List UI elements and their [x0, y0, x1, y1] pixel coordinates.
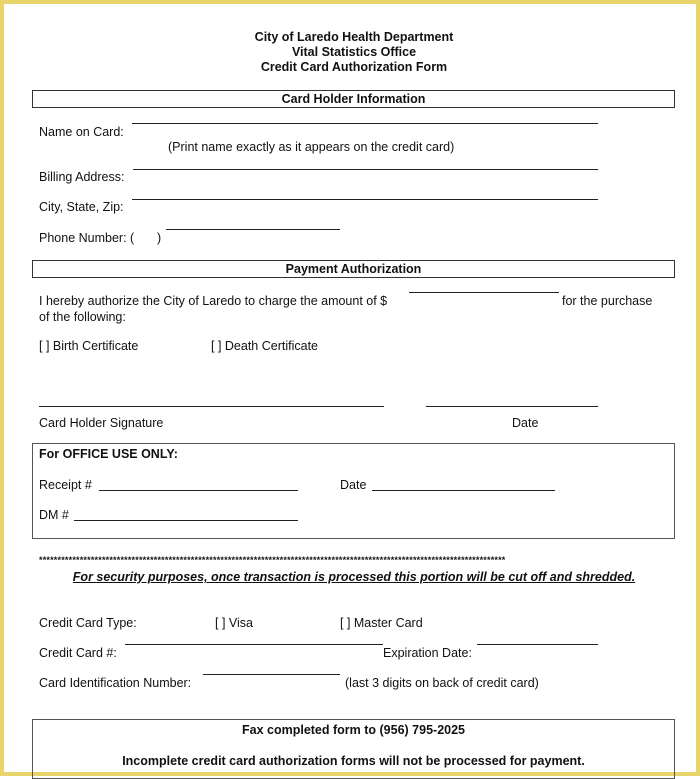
death-certificate-checkbox[interactable]: [ ] Death Certificate: [211, 339, 318, 353]
card-number-field[interactable]: [125, 644, 383, 645]
signature-date-field[interactable]: [426, 406, 598, 407]
header-line-2: Vital Statistics Office: [291, 45, 417, 59]
card-id-field[interactable]: [203, 674, 340, 675]
office-date-label: Date: [340, 478, 367, 492]
purchase-text: for the purchase: [562, 294, 653, 308]
birth-certificate-checkbox[interactable]: [ ] Birth Certificate: [39, 339, 139, 353]
billing-address-field[interactable]: [133, 169, 598, 170]
signature-label: Card Holder Signature: [39, 416, 164, 430]
city-state-zip-label: City, State, Zip:: [39, 200, 124, 214]
expiration-field[interactable]: [477, 644, 598, 645]
signature-date-label: Date: [512, 416, 539, 430]
security-note: For security purposes, once transaction is processed this portion will be cut off and shredded.: [72, 570, 636, 584]
authorize-text: I hereby authorize the City of Laredo to charge the amount of $: [39, 294, 388, 308]
card-id-hint: (last 3 digits on back of credit card): [345, 676, 539, 690]
phone-number-field[interactable]: [166, 229, 340, 230]
card-number-label: Credit Card #:: [39, 646, 117, 660]
dm-field[interactable]: [74, 520, 298, 521]
office-use-title: For OFFICE USE ONLY:: [39, 447, 178, 461]
signature-field[interactable]: [39, 406, 384, 407]
dm-label: DM #: [39, 508, 69, 522]
card-type-label: Credit Card Type:: [39, 616, 137, 630]
visa-checkbox[interactable]: [ ] Visa: [215, 616, 253, 630]
name-on-card-field[interactable]: [132, 123, 598, 124]
payment-section-header: Payment Authorization: [32, 260, 675, 278]
phone-area-code-close: ): [157, 231, 162, 245]
card-holder-section-header: Card Holder Information: [32, 90, 675, 108]
header-line-3: Credit Card Authorization Form: [260, 60, 448, 74]
expiration-label: Expiration Date:: [383, 646, 472, 660]
name-on-card-hint: (Print name exactly as it appears on the credit card): [168, 140, 455, 154]
card-id-label: Card Identification Number:: [39, 676, 192, 690]
following-text: of the following:: [39, 310, 126, 324]
office-date-field[interactable]: [372, 490, 555, 491]
receipt-field[interactable]: [99, 490, 298, 491]
office-use-box: [32, 443, 675, 539]
master-card-checkbox[interactable]: [ ] Master Card: [340, 616, 423, 630]
city-state-zip-field[interactable]: [132, 199, 598, 200]
name-on-card-label: Name on Card:: [39, 125, 124, 139]
fax-line: Fax completed form to (956) 795-2025: [242, 723, 465, 737]
fax-box: [32, 719, 675, 779]
cut-line-stars: ******************************************************************************************************************************: [39, 555, 506, 565]
incomplete-warning: Incomplete credit card authorization forms will not be processed for payment.: [122, 754, 585, 768]
header-line-1: City of Laredo Health Department: [254, 30, 454, 44]
phone-number-label: Phone Number: (: [39, 231, 135, 245]
receipt-label: Receipt #: [39, 478, 92, 492]
amount-field[interactable]: [409, 292, 559, 293]
billing-address-label: Billing Address:: [39, 170, 125, 184]
